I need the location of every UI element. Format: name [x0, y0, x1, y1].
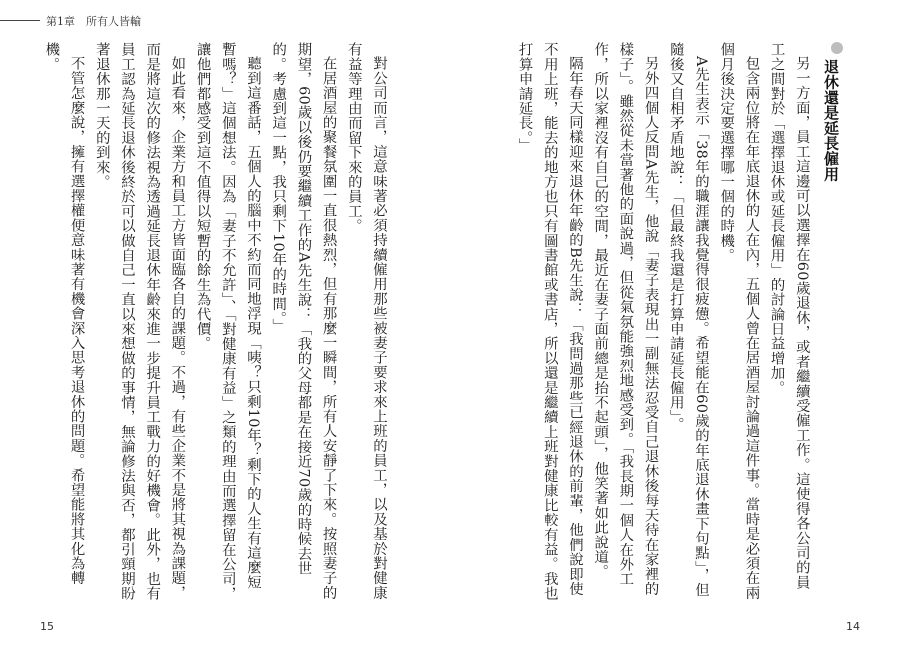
section-heading — [818, 42, 843, 602]
chapter-rule — [0, 20, 40, 21]
heading-bullet-icon — [831, 42, 843, 54]
paragraph: 另一方面，員工這邊可以選擇在60歲退休，或者繼續受僱工作。這使得各公司的員工之間對於「選擇退休或延長僱用」的討論日益增加。 — [768, 42, 810, 590]
paragraph: 另外四個人反問A先生，他說「妻子表現出一副無法忍受自己退休後每天待在家裡的樣子」。雖然從未當著他的面說過，但從氣氛能強烈地感受到。「我長期一個人在外工作，所以家裡沒有自己的空間，最近在妻子面前總是抬不起頭」，他笑著如此說道。 — [592, 42, 659, 597]
paragraph: 聽到這番話，五個人的腦中不約而同地浮現「咦？只剩10年？剩下的人生有這麼短暫嗎？」這個想法。因為「妻子不允許」、「對健康有益」之類的理由而選擇留在公司，讓他們都感受到這不值得以短暫的餘生為代價。 — [194, 42, 261, 601]
paragraph: 對公司而言，這意味著必須持續僱用那些被妻子要求來上班的員工，以及基於對健康有益等理由而留下來的員工。 — [345, 42, 387, 601]
paragraph: 不管怎麼說，擁有選擇權便意味著有機會深入思考退休的問題。希望能將其化為轉機。 — [43, 42, 85, 586]
right-page-body — [508, 42, 843, 602]
paragraph: 在居酒屋的聚餐氛圍一直很熱烈，但有那麼一瞬間，所有人安靜了下來。按照妻子的期望，60歲以後仍要繼續工作的A先生說：「我的父母都是在接近70歲的時候去世的。考慮到這一點，我只剩下10年的時間。」 — [270, 42, 337, 601]
paragraph: 隔年春天同樣迎來退休年齡的B先生說：「我問過那些已經退休的前輩，他們說即使不用上班，能去的地方也只有圖書館或書店，所以還是繼續上班對健康比較有益。我也打算申請延長。」 — [516, 42, 583, 601]
paragraph: 如此看來，企業方和員工方皆面臨各自的課題。不過，有些企業不是將其視為課題，而是將這次的修法視為透過延長退休年齡來進一步提升員工戰力的好機會。此外，也有員工認為延長退休後終於可以做自己一直以來想做的事情，無論修法與否，都引頸期盼著退休那一天的到來。 — [93, 42, 186, 601]
chapter-label: 第1章 所有人皆輸 — [46, 15, 141, 28]
left-page-body — [43, 42, 391, 602]
paragraph: 包含兩位將在年底退休的人在內，五個人曾在居酒屋討論過這件事。當時是必須在兩個月後決定要選擇哪一個的時機。 — [718, 42, 760, 601]
section-heading-text: 退休還是延長僱用 — [822, 59, 840, 182]
page-number-left: 15 — [40, 620, 54, 633]
paragraph: A先生表示「38年的職涯讓我覺得很疲憊。希望能在60歲的年底退休畫下句點」，但隨後又自相矛盾地說：「但最終我還是打算申請延長僱用」。 — [667, 42, 709, 598]
page-number-right: 14 — [846, 620, 860, 633]
